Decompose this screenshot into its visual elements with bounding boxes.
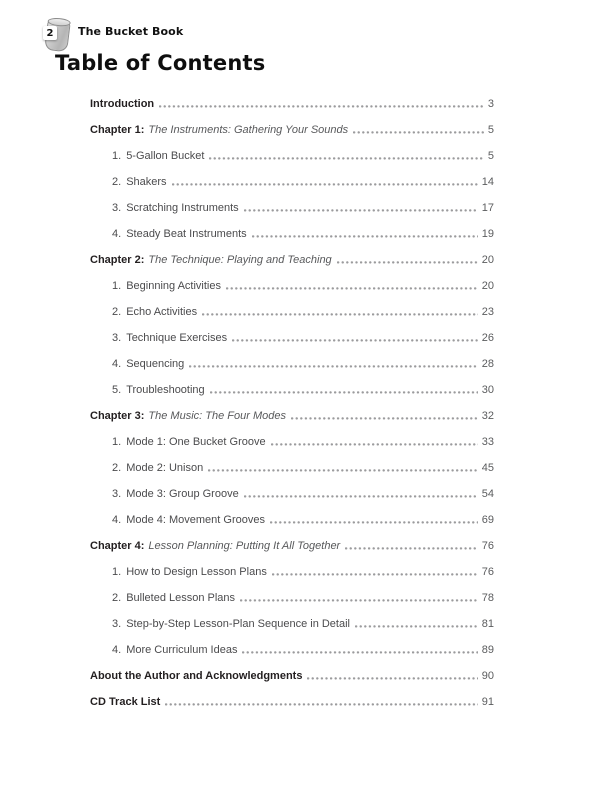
dot-leader [208,469,478,472]
toc-entry [90,501,494,527]
toc-entry-number: 4. [112,644,122,657]
toc-entry-number: 2. [112,592,122,605]
toc-entry-label: Echo Activities [126,306,198,319]
toc-entry-label: Chapter 2: [90,254,145,267]
toc-entry-page: 90 [481,670,494,683]
toc-entry-page: 17 [481,202,494,215]
toc-entry [90,527,494,553]
page-title: Table of Contents [55,51,266,75]
toc-entry-label: About the Author and Acknowledgments [90,670,303,683]
toc-entry-page: 69 [481,514,494,527]
toc-entry-number: 3. [112,202,122,215]
dot-leader [270,521,478,524]
toc-entry-number: 1. [112,436,122,449]
dot-leader [337,261,478,264]
toc-entry-number: 3. [112,488,122,501]
toc-entry-page: 28 [481,358,494,371]
toc-entry-page: 3 [487,98,494,111]
toc-entry-label: Step-by-Step Lesson-Plan Sequence in Detail [126,618,350,631]
toc-entry-page: 5 [487,124,494,137]
toc-entry-page: 81 [481,618,494,631]
toc-entry [90,657,494,683]
toc-entry-page: 30 [481,384,494,397]
toc-entry-page: 19 [481,228,494,241]
toc-entry-label: Scratching Instruments [126,202,239,215]
toc-entry [90,397,494,423]
toc-entry [90,111,494,137]
dot-leader [240,599,478,602]
toc-entry-number: 1. [112,280,122,293]
toc-entry [90,371,494,397]
book-title: The Bucket Book [78,25,184,38]
dot-leader [210,391,478,394]
toc-entry-page: 14 [481,176,494,189]
toc-entry-subtitle: Lesson Planning: Putting It All Together [148,540,341,553]
toc-entry-label: Troubleshooting [126,384,205,397]
dot-leader [271,443,478,446]
toc-entry-subtitle: The Instruments: Gathering Your Sounds [148,124,349,137]
toc-entry [90,449,494,475]
dot-leader [291,417,478,420]
toc-entry-label: Shakers [126,176,167,189]
toc-entry-number: 5. [112,384,122,397]
toc-entry [90,345,494,371]
toc-entry-page: 32 [481,410,494,423]
toc-entry-page: 76 [481,566,494,579]
toc-entry-label: Chapter 1: [90,124,145,137]
toc-entry-label: Mode 1: One Bucket Groove [126,436,266,449]
toc-entry-subtitle: The Music: The Four Modes [148,410,286,423]
toc-entry-page: 76 [481,540,494,553]
toc-entry-page: 20 [481,280,494,293]
toc-entry-label: Mode 2: Unison [126,462,204,475]
toc-entry-number: 2. [112,176,122,189]
toc-entry-label: Mode 3: Group Groove [126,488,239,501]
toc-entry-label: Chapter 4: [90,540,145,553]
toc-entry-number: 3. [112,332,122,345]
dot-leader [244,495,478,498]
toc-entry-page: 45 [481,462,494,475]
toc-entry-page: 78 [481,592,494,605]
page-header [42,14,302,56]
toc-entry-number: 2. [112,462,122,475]
toc-entry-label: Bulleted Lesson Plans [126,592,236,605]
dot-leader [165,703,477,706]
toc-entry-number: 4. [112,228,122,241]
dot-leader [252,235,478,238]
toc-entry-number: 1. [112,566,122,579]
dot-leader [209,157,483,160]
dot-leader [226,287,478,290]
dot-leader [202,313,478,316]
toc-entry-label: Introduction [90,98,155,111]
toc-entry [90,241,494,267]
dot-leader [244,209,478,212]
toc-entry-label: Mode 4: Movement Grooves [126,514,265,527]
dot-leader [242,651,477,654]
toc-entry [90,137,494,163]
toc-entry-page: 5 [487,150,494,163]
toc-entry-label: Sequencing [126,358,185,371]
toc-entry-label: Chapter 3: [90,410,145,423]
toc-entry [90,631,494,657]
toc-entry-page: 20 [481,254,494,267]
toc-entry-number: 4. [112,514,122,527]
toc-entry-label: 5-Gallon Bucket [126,150,205,163]
toc-entry [90,683,494,709]
toc-entry [90,475,494,501]
toc-entry-subtitle: The Technique: Playing and Teaching [148,254,332,267]
toc-entry-label: Beginning Activities [126,280,221,293]
toc-entry [90,293,494,319]
toc-entry-label: How to Design Lesson Plans [126,566,267,579]
toc-entry-page: 91 [481,696,494,709]
toc-entry-number: 3. [112,618,122,631]
toc-entry [90,189,494,215]
toc-entry-label: Steady Beat Instruments [126,228,247,241]
dot-leader [272,573,478,576]
toc-entry-page: 33 [481,436,494,449]
toc-list [90,85,494,709]
dot-leader [232,339,478,342]
toc-entry-page: 26 [481,332,494,345]
toc-entry-label: Technique Exercises [126,332,228,345]
toc-entry [90,579,494,605]
toc-entry [90,319,494,345]
dot-leader [189,365,477,368]
bucket-icon [42,16,74,56]
toc-entry-page: 89 [481,644,494,657]
dot-leader [159,105,484,108]
toc-entry-number: 1. [112,150,122,163]
toc-entry [90,423,494,449]
toc-entry [90,85,494,111]
toc-entry-number: 2. [112,306,122,319]
dot-leader [172,183,478,186]
toc-entry [90,553,494,579]
toc-entry-number: 4. [112,358,122,371]
toc-entry-page: 23 [481,306,494,319]
toc-entry-label: CD Track List [90,696,161,709]
dot-leader [307,677,477,680]
toc-entry [90,163,494,189]
toc-entry [90,267,494,293]
dot-leader [353,131,484,134]
toc-entry [90,215,494,241]
dot-leader [345,547,478,550]
header-page-number: 2 [43,26,57,40]
toc-entry-label: More Curriculum Ideas [126,644,238,657]
dot-leader [355,625,478,628]
toc-entry [90,605,494,631]
toc-entry-page: 54 [481,488,494,501]
